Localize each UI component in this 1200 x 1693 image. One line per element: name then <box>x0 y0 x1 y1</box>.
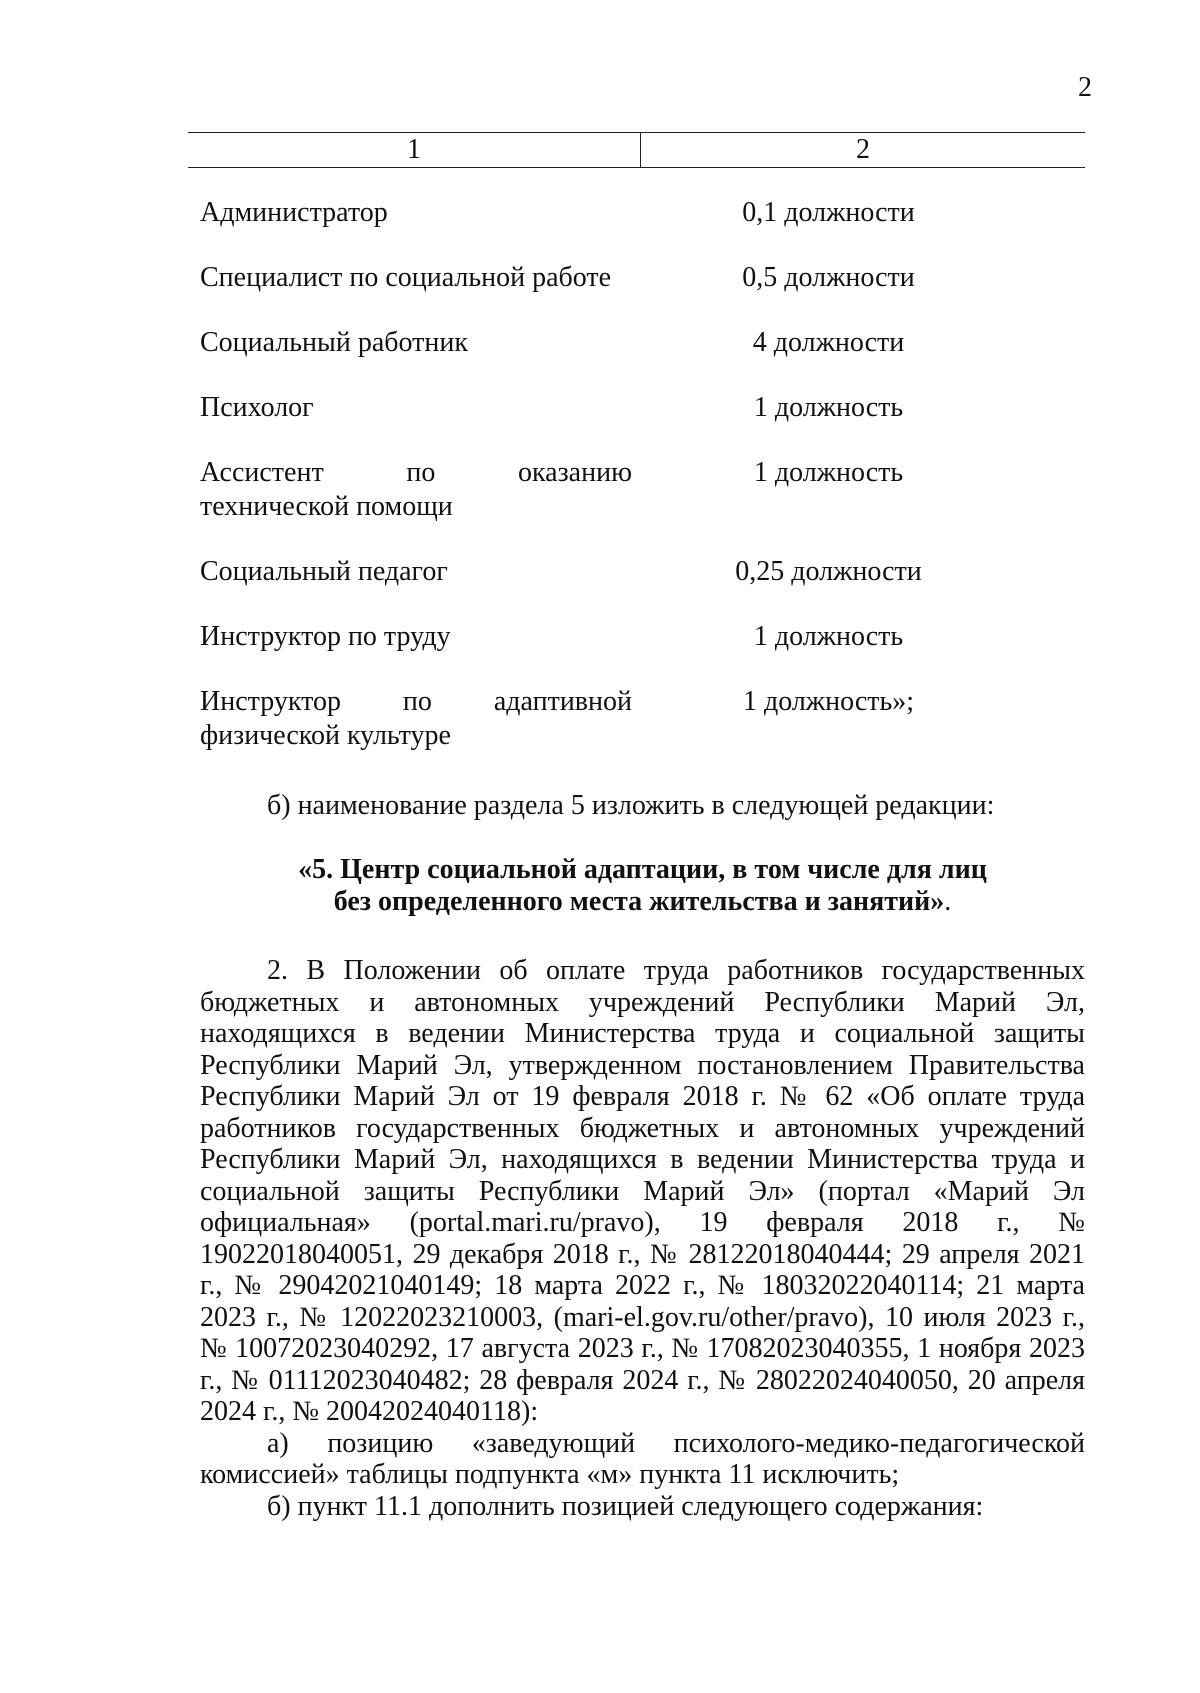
position-name <box>188 685 632 753</box>
table-row <box>188 326 1085 360</box>
table-row <box>188 620 1085 654</box>
table-rows <box>188 196 1085 753</box>
position-name-line-1: Ассистент по оказанию <box>200 457 632 488</box>
table-row <box>188 555 1085 589</box>
table-row <box>188 196 1085 230</box>
position-amount: 0,5 должности <box>742 262 915 293</box>
table-row <box>188 456 1085 524</box>
position-amount: 0,25 должности <box>735 556 922 587</box>
section-heading-line-1: «5. Центр социальной адаптации, в том числе для лиц <box>298 854 987 885</box>
paragraph-a: а) позицию «заведующий психолого-медико-педагогической комиссией» таблицы подпункта «м» пункта 11 исключить; <box>200 1427 1085 1490</box>
paragraph-b-rename: б) наименование раздела 5 изложить в следующей редакции: <box>267 790 995 821</box>
body-text <box>200 955 1085 1522</box>
section-heading-trailing: . <box>944 886 952 917</box>
table-header-col-1: 1 <box>188 133 641 167</box>
position-name: Социальный педагог <box>200 556 448 587</box>
table-row <box>188 685 1085 753</box>
paragraph-b: б) пункт 11.1 дополнить позицией следующего содержания: <box>267 1490 984 1522</box>
section-heading-line-2 <box>200 886 1085 918</box>
position-name-line-1: Инструктор по адаптивной <box>200 686 632 717</box>
position-amount: 1 должность <box>753 392 904 423</box>
position-name <box>188 456 632 524</box>
position-amount: 4 должности <box>752 327 905 358</box>
position-name: Администратор <box>200 197 388 228</box>
position-name: Психолог <box>200 392 314 423</box>
position-name-line-2: физической культуре <box>200 720 451 751</box>
table-header-col-2: 2 <box>856 134 870 165</box>
position-amount: 1 должность <box>753 621 904 652</box>
paragraph-2: 2. В Положении об оплате труда работников государственных бюджетных и автономных учреждений Республики Марий Эл, находящихся в ведении Министерства труда и социальной защиты Республики Марий Эл, утвержденном постановлением Правительства Республики Марий Эл от 19 февраля 2018 г. № 62 «Об оплате труда работников государственных бюджетных и автономных учреждений Республики Марий Эл, находящихся в ведении Министерства труда и социальной защиты Республики Марий Эл» (портал «Марий Эл официальная» (portal.mari.ru/pravo), 19 февраля 2018 г., № 19022018040051, 29 декабря 2018 г., № 28122018040444; 29 апреля 2021 г., № 29042021040149; 18 марта 2022 г., № 18032022040114; 21 марта 2023 г., № 12022023210003, (mari-el.gov.ru/other/pravo), 10 июля 2023 г., № 10072023040292, 17 августа 2023 г., № 17082023040355, 1 ноября 2023 г., № 01112023040482; 28 февраля 2024 г., № 28022024040050, 20 апреля 2024 г., № 20042024040118): <box>200 955 1085 1427</box>
table-row <box>188 391 1085 425</box>
page-number: 2 <box>1078 72 1092 103</box>
position-amount: 0,1 должности <box>742 197 915 228</box>
section-heading <box>200 854 1085 918</box>
position-name: Специалист по социальной работе <box>200 262 612 293</box>
section-heading-line-2-text: без определенного места жительства и занятий» <box>333 886 945 917</box>
table-row <box>188 261 1085 295</box>
table-header <box>188 132 1085 168</box>
position-amount: 1 должность»; <box>742 686 915 717</box>
position-name: Социальный работник <box>200 327 468 358</box>
position-name: Инструктор по труду <box>200 621 451 652</box>
position-name-line-2: технической помощи <box>200 491 453 522</box>
staff-table <box>188 132 1085 784</box>
position-amount: 1 должность <box>753 457 904 488</box>
